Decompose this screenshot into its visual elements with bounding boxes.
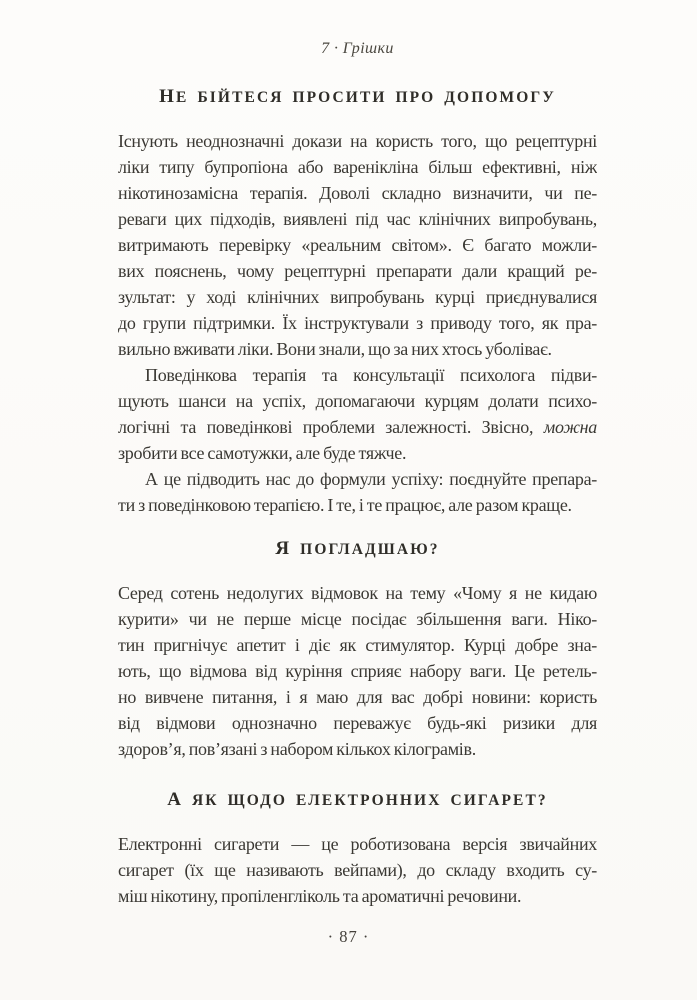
text-line: міш нікотину, пропіленгліколь та ароматичні речовини. — [118, 886, 522, 906]
text-line: сигарет (їх ще називають вейпами), до складу входить су- — [118, 860, 597, 880]
section-heading-weight-gain: Я ПОГЛАДШАЮ? — [275, 538, 440, 559]
running-head: 7 · Грішки — [321, 40, 394, 57]
text-line: зробити все самотужки, але буде тяжче. — [118, 443, 407, 463]
paragraph-weight-gain — [118, 580, 597, 762]
section-heading-ecigarettes: А ЯК ЩОДО ЕЛЕКТРОННИХ СИГАРЕТ? — [167, 789, 548, 810]
text-line: реваги цих підходів, виявлені під час клінічних випробувань, — [118, 209, 597, 229]
paragraph-prescription-medications — [118, 128, 597, 362]
text-line: ліки типу бупропіона або варенікліна більш ефективні, ніж — [118, 157, 597, 177]
text-line: щують шанси на успіх, допомагаючи курцям долати психо- — [118, 391, 597, 411]
text-line: курити» чи не перше місце посідає збільшення ваги. Ніко- — [118, 609, 597, 629]
page-number: · 87 · — [327, 927, 370, 946]
paragraph-success-formula — [118, 466, 597, 518]
text-line: до групи підтримки. Їх інструктували з приводу того, як пра- — [118, 313, 597, 333]
text-line: Існують неоднозначні докази на користь того, що рецептурні — [118, 131, 597, 151]
text-line: нікотинозамісна терапія. Доволі складно визначити, чи пе- — [118, 183, 597, 203]
text-line: Серед сотень недолугих відмовок на тему «Чому я не кидаю — [118, 583, 597, 603]
text-line: тин пригнічує апетит і діє як стимулятор. Курці добре зна- — [118, 635, 597, 655]
text-line: здоров’я, пов’язані з набором кількох кілограмів. — [118, 739, 476, 759]
text-line: ти з поведінковою терапією. І те, і те працює, але разом краще. — [118, 495, 572, 515]
text-line: Електронні сигарети — це роботизована версія звичайних — [118, 834, 597, 854]
text-line: витримають перевірку «реальним світом». Є багато можли- — [118, 235, 597, 255]
text-line: А це підводить нас до формули успіху: поєднуйте препара- — [145, 469, 597, 489]
text-line: Поведінкова терапія та консультації психолога підви- — [145, 365, 597, 385]
text-line: но вивчене питання, і я маю для вас добрі новини: користь — [118, 687, 597, 707]
paragraph-ecigarettes — [118, 831, 597, 909]
text-line: логічні та поведінкові проблеми залежності. Звісно, можна — [118, 417, 597, 437]
text-line: зультат: у ході клінічних випробувань курці приєднувалися — [118, 287, 597, 307]
section-heading-ask-for-help: НЕ БІЙТЕСЯ ПРОСИТИ ПРО ДОПОМОГУ — [159, 86, 556, 107]
text-line: вих пояснень, чому рецептурні препарати дали кращий ре- — [118, 261, 597, 281]
text-line: ють, що відмова від куріння сприяє набору ваги. Це ретель- — [118, 661, 597, 681]
text-line: вильно вживати ліки. Вони знали, що за них хтось уболіває. — [118, 339, 552, 359]
paragraph-behavioral-therapy — [118, 362, 597, 466]
text-line: від відмови однозначно переважує будь-які ризики для — [118, 713, 597, 733]
